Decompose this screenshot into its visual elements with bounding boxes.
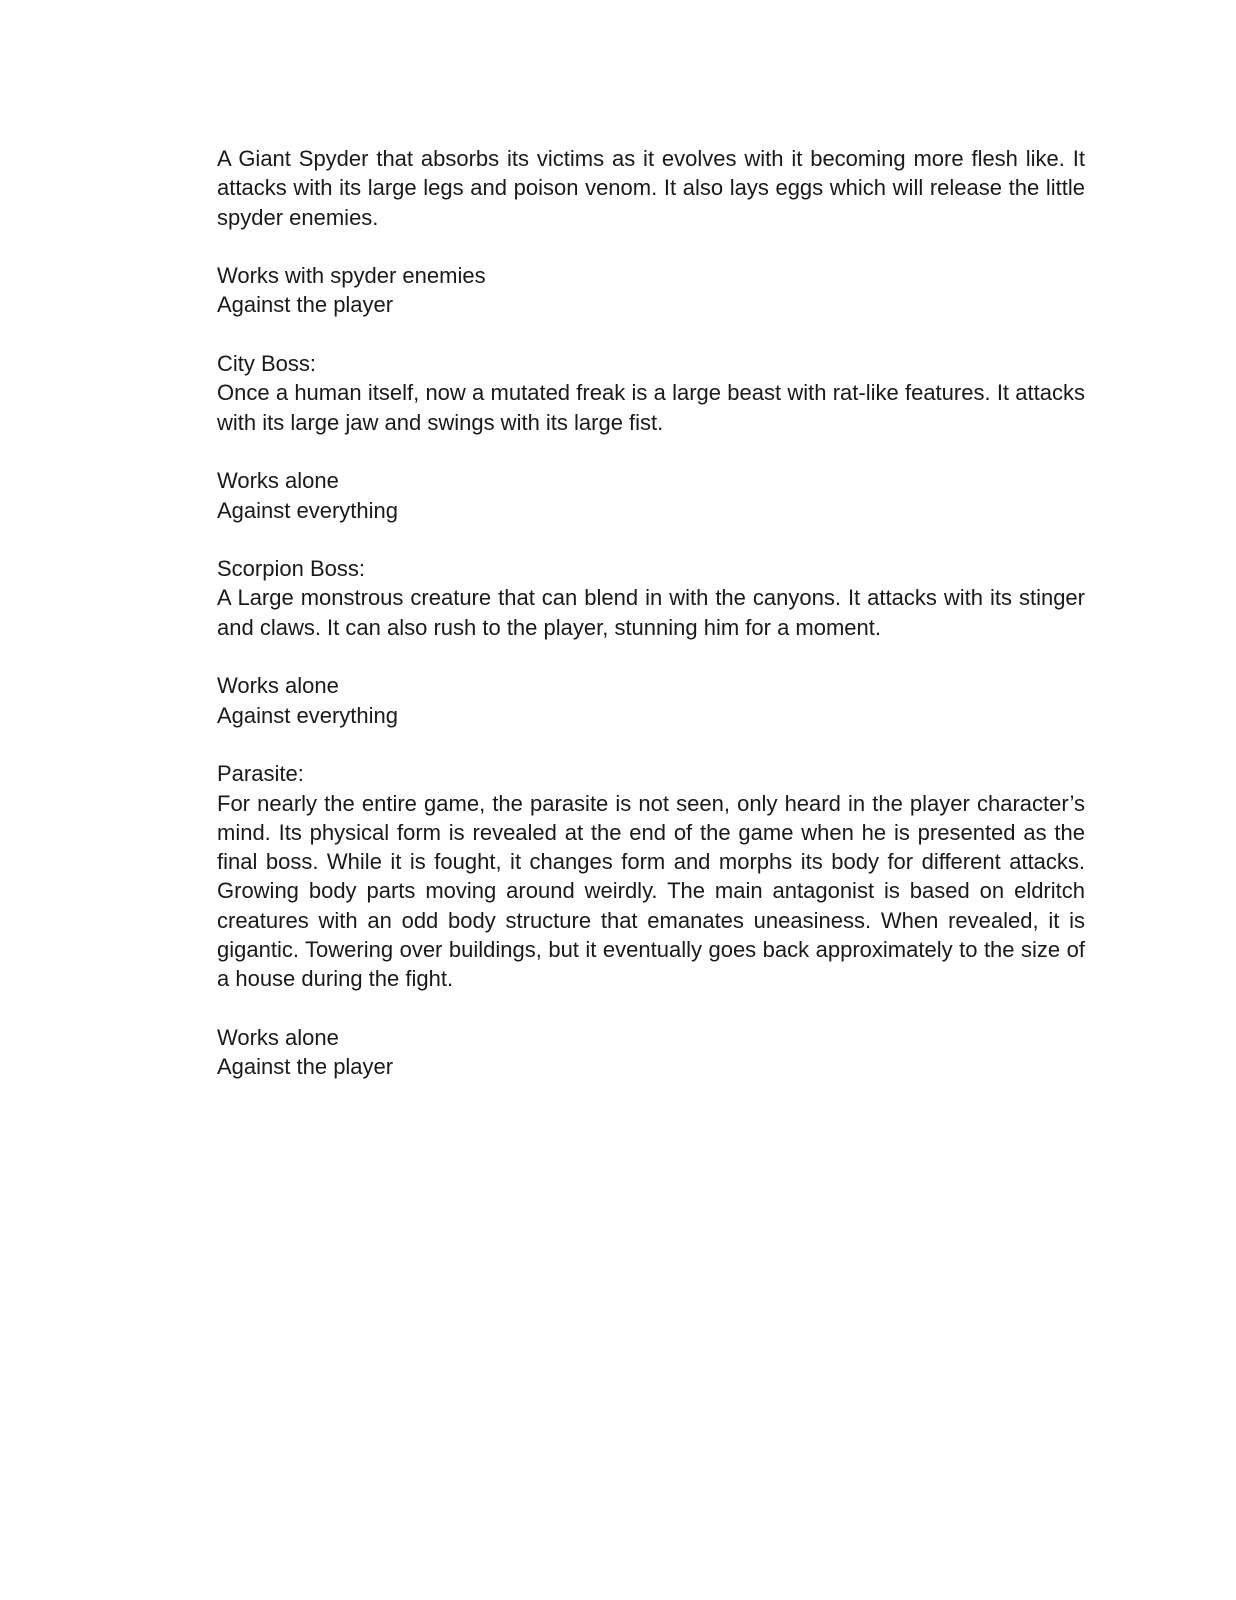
spyder-works-with: Works with spyder enemies	[217, 263, 486, 289]
parasite-against: Against the player	[217, 1054, 394, 1080]
spyder-boss-section	[217, 144, 1085, 320]
parasite-section	[217, 759, 1085, 1081]
document-body	[217, 144, 1085, 1082]
city-boss-works-with: Works alone	[217, 468, 339, 494]
paragraph-spacer	[217, 525, 1085, 554]
paragraph-spacer	[217, 232, 1085, 261]
spyder-description: A Giant Spyder that absorbs its victims as it evolves with it becoming more flesh like. It attacks with its large legs and poison venom. It also lays eggs which will release the little spyder enemies.	[217, 146, 1085, 230]
paragraph-spacer	[217, 994, 1085, 1023]
paragraph-spacer	[217, 642, 1085, 671]
parasite-works-with: Works alone	[217, 1024, 339, 1050]
scorpion-boss-heading: Scorpion Boss:	[217, 556, 365, 582]
city-boss-heading: City Boss:	[217, 351, 317, 377]
scorpion-boss-against: Against everything	[217, 702, 398, 728]
city-boss-against: Against everything	[217, 497, 398, 523]
paragraph-spacer	[217, 320, 1085, 349]
spyder-against: Against the player	[217, 292, 394, 318]
scorpion-boss-description: A Large monstrous creature that can blend in with the canyons. It attacks with its stinger and claws. It can also rush to the player, stunning him for a moment.	[217, 585, 1085, 640]
paragraph-spacer	[217, 730, 1085, 759]
city-boss-section	[217, 349, 1085, 525]
scorpion-boss-works-with: Works alone	[217, 673, 339, 699]
parasite-heading: Parasite:	[217, 761, 304, 787]
paragraph-spacer	[217, 437, 1085, 466]
scorpion-boss-section	[217, 554, 1085, 730]
city-boss-description: Once a human itself, now a mutated freak is a large beast with rat-like features. It attacks with its large jaw and swings with its large fist.	[217, 380, 1085, 435]
parasite-description: For nearly the entire game, the parasite is not seen, only heard in the player character’s mind. Its physical form is revealed at the end of the game when he is presented as the final boss. While it is fought, it changes form and morphs its body for different attacks. Growing body parts moving around weirdly. The main antagonist is based on eldritch creatures with an odd body structure that emanates uneasiness. When revealed, it is gigantic. Towering over buildings, but it eventually goes back approximately to the size of a house during the fight.	[217, 790, 1085, 992]
